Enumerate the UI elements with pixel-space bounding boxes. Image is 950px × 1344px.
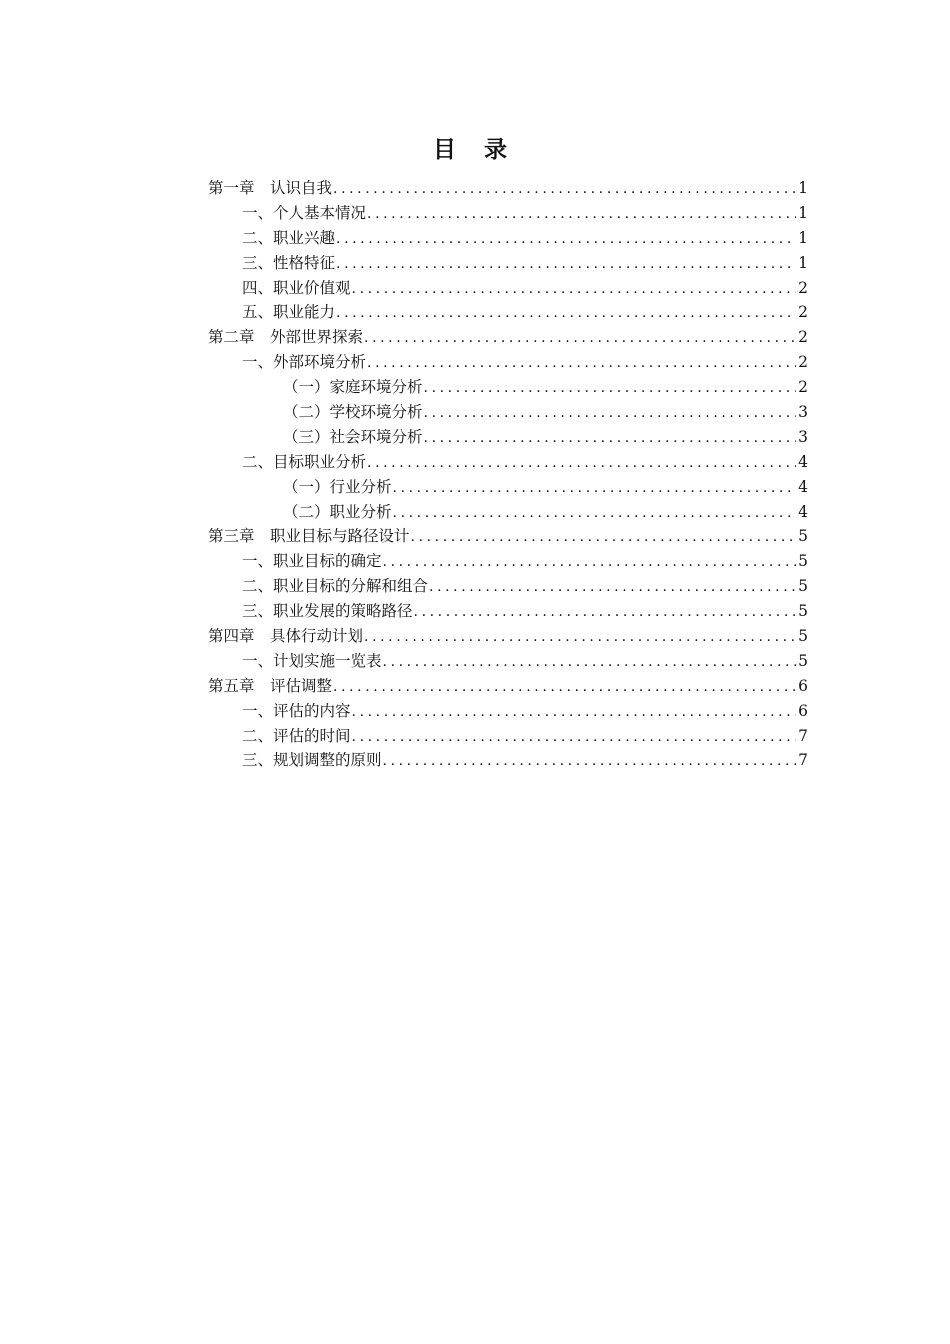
toc-entry-text: 一、职业目标的确定 [242, 552, 382, 571]
toc-page-number: 4 [798, 452, 808, 471]
toc-leader-dots [333, 177, 796, 201]
toc-entry[interactable] [208, 375, 808, 400]
toc-leader-dots [383, 749, 796, 773]
toc-entry-text: （一）家庭环境分析 [283, 378, 423, 397]
toc-entry-text: 一、评估的内容 [242, 701, 351, 720]
toc-page-number: 1 [798, 253, 808, 272]
toc-leader-dots [352, 277, 796, 301]
toc-entry-text: 一、计划实施一览表 [242, 651, 382, 670]
toc-page-number: 6 [798, 676, 808, 695]
toc-leader-dots [352, 700, 796, 724]
toc-entry-text: 四、职业价值观 [242, 278, 351, 297]
toc-entry[interactable] [208, 226, 808, 251]
toc-leader-dots [336, 301, 796, 325]
toc-entry-text: 三、性格特征 [242, 253, 336, 272]
toc-leader-dots [414, 600, 796, 624]
toc-leader-dots [383, 650, 796, 674]
toc-leader-dots [333, 675, 796, 699]
toc-page-number: 4 [798, 477, 808, 496]
toc-entry-chapter-3[interactable] [208, 524, 808, 549]
toc-entry-text: 第一章 认识自我 [208, 179, 333, 197]
toc-page-number: 1 [798, 179, 808, 197]
toc-entry-text: 三、职业发展的策略路径 [242, 602, 413, 621]
toc-leader-dots [352, 725, 796, 749]
toc-entry-text: 第二章 外部世界探索 [208, 328, 364, 347]
toc-entry-text: （三）社会环境分析 [283, 427, 423, 446]
toc-leader-dots [424, 376, 796, 400]
toc-entry[interactable] [208, 251, 808, 276]
toc-page-number: 5 [798, 627, 808, 646]
toc-leader-dots [364, 326, 796, 350]
toc-entry[interactable] [208, 450, 808, 475]
toc-entry-text: 一、外部环境分析 [242, 353, 367, 372]
toc-page-number: 4 [798, 502, 808, 521]
toc-leader-dots [383, 550, 796, 574]
toc-page-number: 2 [798, 278, 808, 297]
toc-entry[interactable] [208, 599, 808, 624]
toc-page-number: 5 [798, 651, 808, 670]
toc-page-number: 5 [798, 577, 808, 596]
toc-leader-dots [411, 525, 796, 549]
toc-entry[interactable] [208, 649, 808, 674]
toc-page-number: 5 [798, 527, 808, 546]
toc-entry-chapter-2[interactable] [208, 325, 808, 350]
toc-page-number: 3 [798, 427, 808, 446]
toc-entry[interactable] [208, 201, 808, 226]
toc-page-number: 2 [798, 378, 808, 397]
toc-entry[interactable] [208, 400, 808, 425]
toc-entry[interactable] [208, 425, 808, 450]
toc-entry-text: （一）行业分析 [283, 477, 392, 496]
toc-entry-text: 二、职业目标的分解和组合 [242, 577, 429, 596]
toc-leader-dots [336, 252, 796, 276]
toc-entry-text: 第三章 职业目标与路径设计 [208, 527, 410, 546]
toc-page-number: 5 [798, 602, 808, 621]
toc-entry-text: 第五章 评估调整 [208, 676, 333, 695]
toc-entry-text: 二、评估的时间 [242, 726, 351, 745]
toc-entry-chapter-4[interactable] [208, 624, 808, 649]
toc-entry-text: 第四章 具体行动计划 [208, 627, 364, 646]
toc-page-number: 1 [798, 203, 808, 222]
toc-leader-dots [367, 351, 796, 375]
toc-page-number: 5 [798, 552, 808, 571]
toc-entry[interactable] [208, 549, 808, 574]
toc-entry[interactable] [208, 300, 808, 325]
toc-page-number: 7 [798, 751, 808, 770]
toc-entry-text: 一、个人基本情况 [242, 203, 367, 222]
toc-page-number: 1 [798, 228, 808, 247]
toc-page-number: 2 [798, 353, 808, 372]
toc-leader-dots [393, 501, 796, 525]
toc-leader-dots [367, 202, 796, 226]
toc-entry[interactable] [208, 574, 808, 599]
table-of-contents [208, 176, 808, 773]
toc-entry[interactable] [208, 276, 808, 301]
toc-entry-text: 二、职业兴趣 [242, 228, 336, 247]
toc-page-number: 3 [798, 403, 808, 422]
toc-title: 目 录 [432, 137, 517, 163]
toc-entry-text: 三、规划调整的原则 [242, 751, 382, 770]
toc-entry-chapter-1[interactable] [208, 176, 808, 201]
toc-entry[interactable] [208, 350, 808, 375]
toc-entry-text: （二）学校环境分析 [283, 403, 423, 422]
toc-entry[interactable] [208, 475, 808, 500]
toc-entry[interactable] [208, 748, 808, 773]
toc-leader-dots [364, 625, 796, 649]
toc-leader-dots [393, 476, 796, 500]
toc-entry[interactable] [208, 699, 808, 724]
toc-entry-text: （二）职业分析 [283, 502, 392, 521]
toc-leader-dots [424, 426, 796, 450]
toc-entry[interactable] [208, 724, 808, 749]
toc-page-number: 2 [798, 328, 808, 347]
toc-page-number: 6 [798, 701, 808, 720]
toc-entry-text: 二、目标职业分析 [242, 452, 367, 471]
toc-entry-text: 五、职业能力 [242, 303, 336, 322]
toc-leader-dots [429, 575, 796, 599]
toc-entry[interactable] [208, 500, 808, 525]
toc-page-number: 7 [798, 726, 808, 745]
toc-leader-dots [424, 401, 796, 425]
toc-leader-dots [367, 451, 796, 475]
toc-leader-dots [336, 227, 796, 251]
toc-page-number: 2 [798, 303, 808, 322]
toc-entry-chapter-5[interactable] [208, 674, 808, 699]
